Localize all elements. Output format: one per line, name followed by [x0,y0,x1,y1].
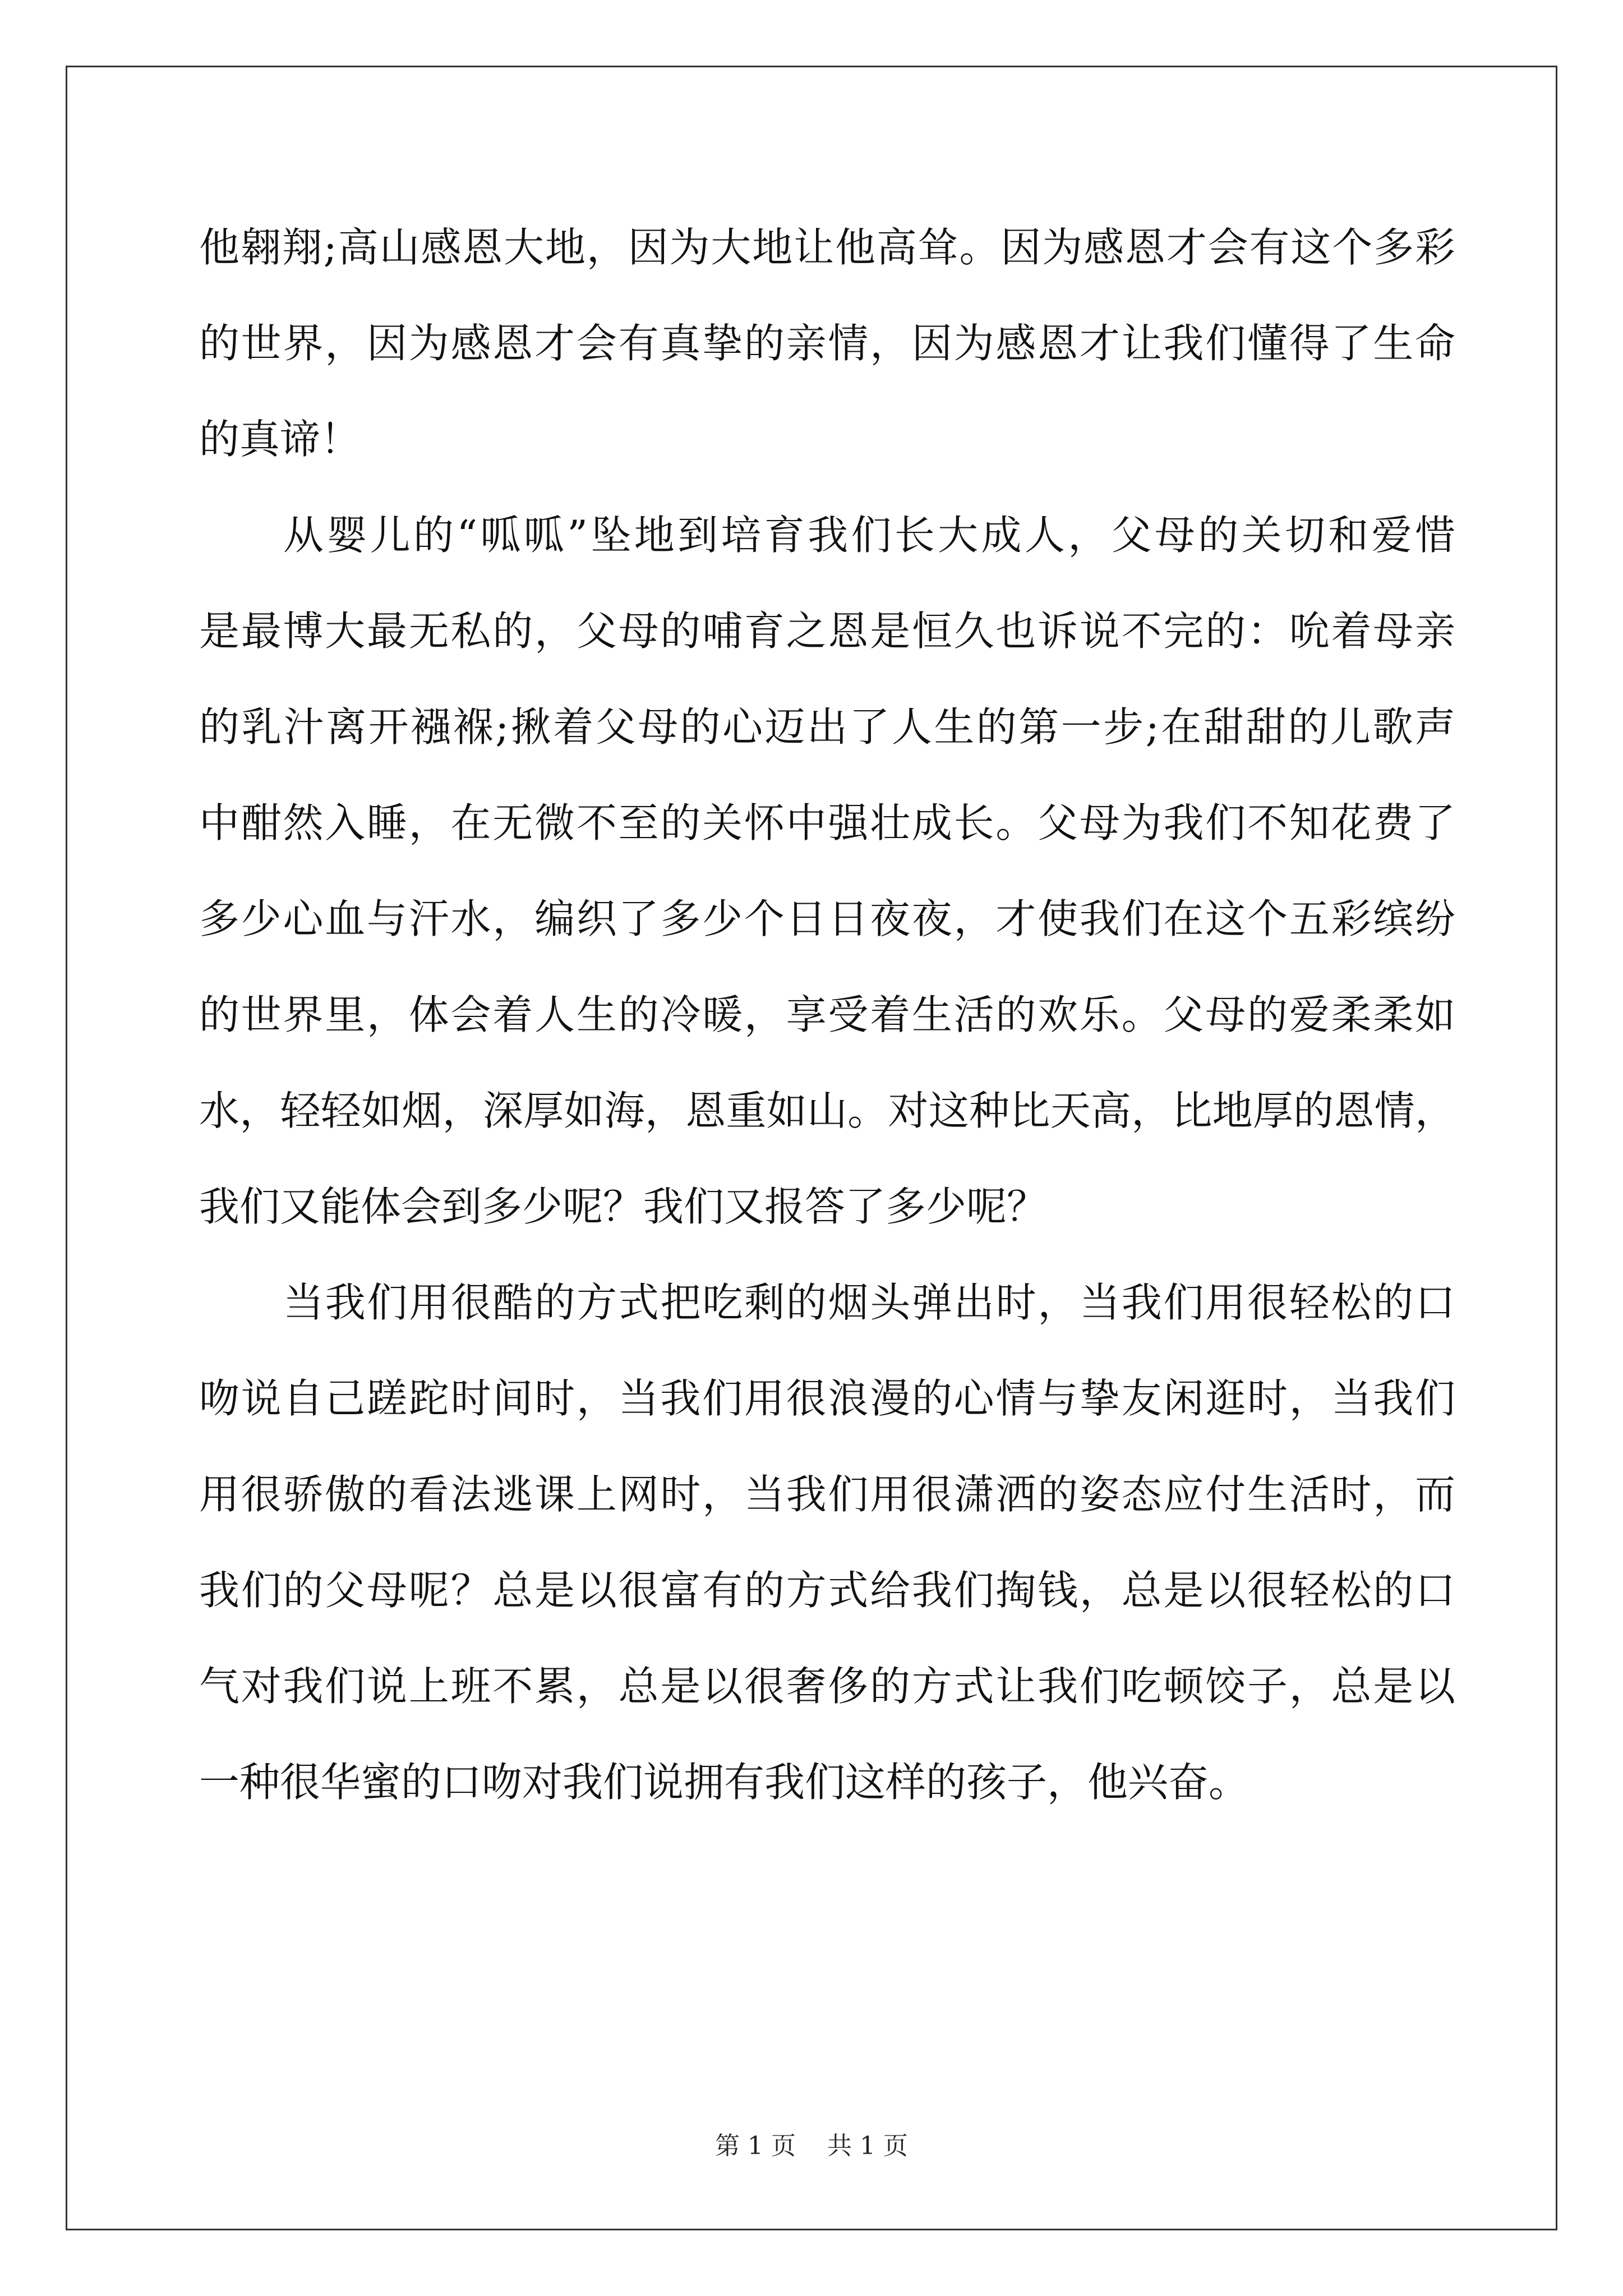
text-line: 的真谛！ [199,416,361,463]
text-line: 的世界，因为感恩才会有真挚的亲情，因为感恩才让我们懂得了生命 [199,320,1455,367]
text-line: 一种很华蜜的口吻对我们说拥有我们这样的孩子，他兴奋。 [199,1759,1249,1806]
text-line: 我们又能体会到多少呢？我们又报答了多少呢？ [199,1183,1048,1230]
text-line: 当我们用很酷的方式把吃剩的烟头弹出时，当我们用很轻松的口 [283,1279,1455,1326]
text-line: 用很骄傲的看法逃课上网时，当我们用很潇洒的姿态应付生活时，而 [199,1471,1455,1518]
page-number-footer: 第 1 页 共 1 页 [715,2132,908,2160]
text-line: 他翱翔;高山感恩大地，因为大地让他高耸。因为感恩才会有这个多彩 [199,224,1455,271]
text-line: 的乳汁离开襁褓;揪着父母的心迈出了人生的第一步;在甜甜的儿歌声 [199,703,1455,751]
document-body [199,200,1455,1830]
text-line: 从婴儿的“呱呱”坠地到培育我们长大成人，父母的关切和爱惜 [283,512,1455,559]
text-line: 水，轻轻如烟，深厚如海，恩重如山。对这种比天高，比地厚的恩情， [199,1087,1455,1134]
text-line: 我们的父母呢？总是以很富有的方式给我们掏钱，总是以很轻松的口 [199,1567,1455,1614]
text-line: 的世界里，体会着人生的冷暖，享受着生活的欢乐。父母的爱柔柔如 [199,991,1455,1038]
text-line: 气对我们说上班不累，总是以很奢侈的方式让我们吃顿饺子，总是以 [199,1663,1455,1710]
text-line: 中酣然入睡，在无微不至的关怀中强壮成长。父母为我们不知花费了 [199,799,1455,846]
text-line: 吻说自己蹉跎时间时，当我们用很浪漫的心情与挚友闲逛时，当我们 [199,1375,1455,1422]
text-line: 多少心血与汗水，编织了多少个日日夜夜，才使我们在这个五彩缤纷 [199,895,1455,942]
text-line: 是最博大最无私的，父母的哺育之恩是恒久也诉说不完的：吮着母亲 [199,608,1455,655]
